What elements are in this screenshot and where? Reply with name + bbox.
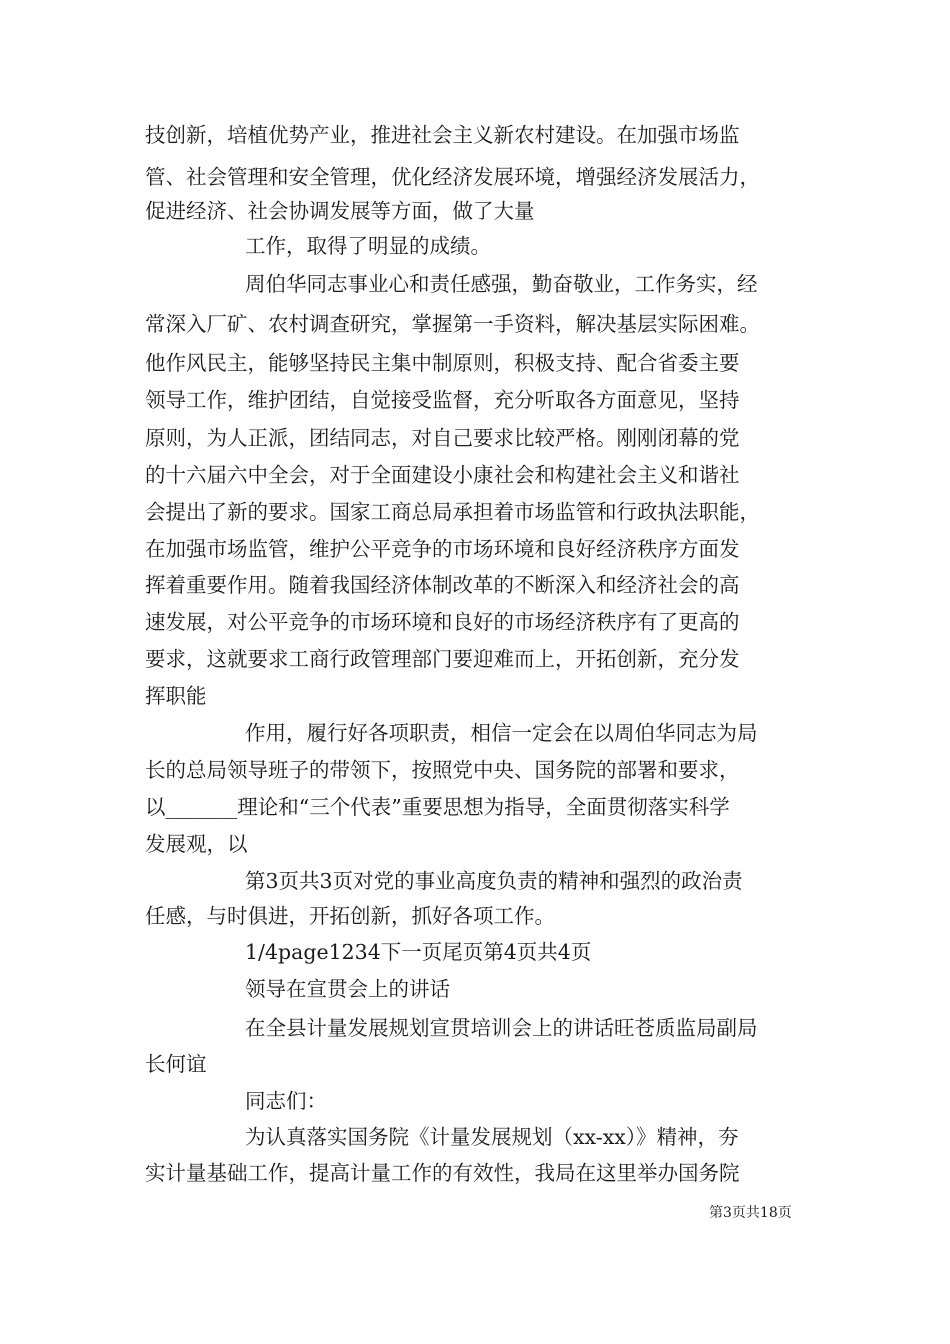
text-line: 挥着重要作用。随着我国经济体制改革的不断深入和经济社会的高	[145, 573, 740, 597]
text-line: 会提出了新的要求。国家工商总局承担着市场监管和行政执法职能，	[145, 500, 760, 524]
text-line: 常深入厂矿、农村调查研究，掌握第一手资料，解决基层实际困难。	[145, 312, 760, 336]
text-line: 在加强市场监管，维护公平竞争的市场环境和良好经济秩序方面发	[145, 537, 740, 561]
text-line: 的十六届六中全会，对于全面建设小康社会和构建社会主义和谐社	[145, 463, 740, 487]
text-line: 挥职能	[145, 684, 207, 708]
text-line: 原则，为人正派，团结同志，对自己要求比较严格。刚刚闭幕的党	[145, 426, 740, 450]
text-line: 实计量基础工作，提高计量工作的有效性，我局在这里举办国务院	[145, 1161, 740, 1185]
text-line: 工作，取得了明显的成绩。	[245, 234, 491, 258]
text-line: 为认真落实国务院《计量发展规划（xx-xx）》精神，夯	[245, 1125, 739, 1149]
text-line: 要求，这就要求工商行政管理部门要迎难而上，开拓创新，充分发	[145, 647, 740, 671]
text-line: 在全县计量发展规划宣贯培训会上的讲话旺苍质监局副局	[245, 1016, 758, 1040]
text-line: 长的总局领导班子的带领下，按照党中央、国务院的部署和要求，	[145, 758, 740, 782]
text-line: 周伯华同志事业心和责任感强，勤奋敬业，工作务实，经	[245, 272, 758, 296]
page-number-footer: 第3页共18页	[709, 1205, 792, 1221]
section-heading: 领导在宣贯会上的讲话	[245, 977, 450, 1001]
text-line: 管、社会管理和安全管理，优化经济发展环境，增强经济发展活力，	[145, 165, 760, 189]
text-line: 他作风民主，能够坚持民主集中制原则，积极支持、配合省委主要	[145, 351, 740, 375]
text-line: 长何谊	[145, 1052, 207, 1076]
text-line: 技创新，培植优势产业，推进社会主义新农村建设。在加强市场监	[145, 123, 740, 147]
text-line: 促进经济、社会协调发展等方面，做了大量	[145, 199, 535, 223]
pagination-text: 1/4page1234下一页尾页第4页共4页	[245, 940, 592, 964]
text-line: 任感，与时俱进，开拓创新，抓好各项工作。	[145, 904, 555, 928]
text-line: 发展观，以	[145, 832, 248, 856]
text-line: 第3页共3页对党的事业高度负责的精神和强烈的政治责	[245, 869, 743, 893]
text-line: 领导工作，维护团结，自觉接受监督，充分听取各方面意见，坚持	[145, 388, 740, 412]
text-line: 以_______理论和“三个代表”重要思想为指导，全面贯彻落实科学	[145, 795, 730, 819]
salutation: 同志们：	[245, 1089, 327, 1113]
text-line: 作用，履行好各项职责，相信一定会在以周伯华同志为局	[245, 721, 758, 745]
text-line: 速发展，对公平竞争的市场环境和良好的市场经济秩序有了更高的	[145, 610, 740, 634]
